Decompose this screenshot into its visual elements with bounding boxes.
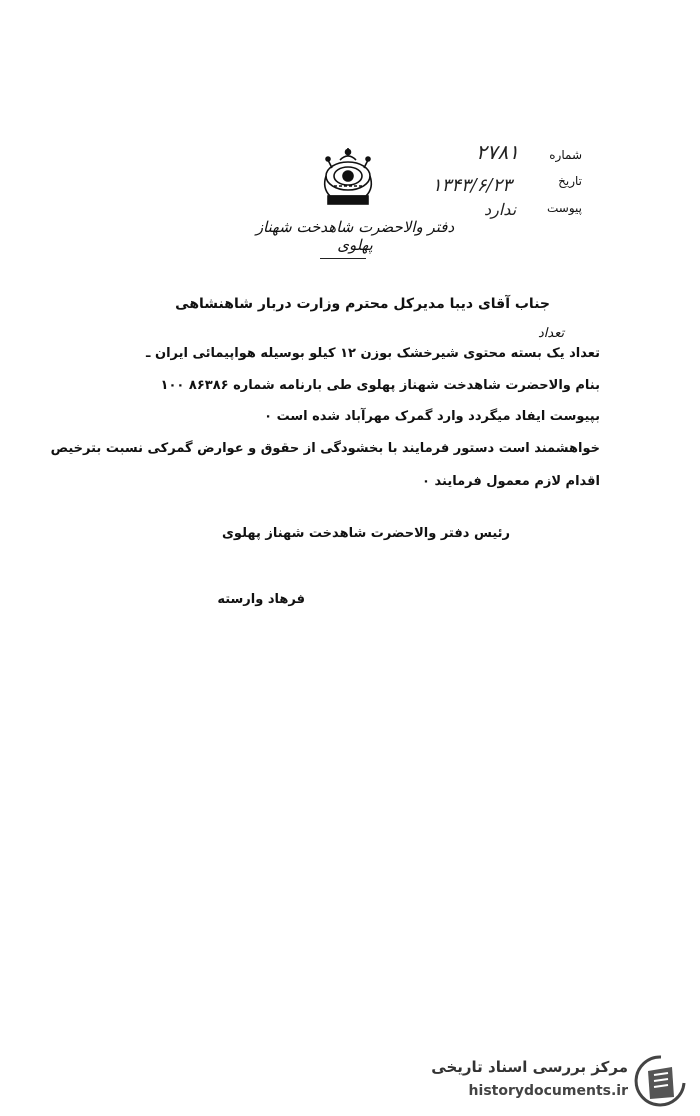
header-divider: [320, 258, 366, 259]
watermark-title: مرکز بررسی اسناد تاریخی: [431, 1058, 628, 1076]
crown-emblem-icon: [318, 146, 378, 208]
number-value: ۲۷۸۱: [476, 140, 519, 164]
date-value: ۱۳۴۳/۶/۲۳: [432, 175, 512, 196]
number-label: شماره: [549, 148, 582, 162]
attachment-value: ندارد: [484, 200, 517, 219]
signer-title: رئیس دفتر والاحضرت شاهدخت شهناز پهلوی: [222, 526, 510, 541]
watermark-url: historydocuments.ir: [468, 1083, 628, 1099]
body-line-1: تعداد یک بسته محتوی شیرخشک بوزن ۱۲ کیلو بوسیله هواپیمائی ایران ـ: [146, 346, 600, 361]
date-label: تاریخ: [558, 174, 582, 188]
watermark-logo-icon: [634, 1053, 688, 1109]
salutation: جناب آقای دیبا مدیرکل محترم وزارت دربار شاهنشاهی: [175, 296, 550, 312]
signer-name: فرهاد وارسته: [217, 592, 305, 607]
margin-note: تعداد: [538, 326, 565, 341]
body-line-2: بنام والاحضرت شاهدخت شهناز پهلوی طی بارنامه شماره ۸۶۳۸۶ ۱۰۰: [160, 378, 600, 393]
body-line-3: بپیوست ایفاد میگردد وارد گمرک مهرآباد شده است ۰: [264, 409, 600, 424]
body-line-5: اقدام لازم معمول فرمایند ۰: [422, 474, 600, 489]
body-line-4: خواهشمند است دستور فرمایند با بخشودگی از حقوق و عوارض گمرکی نسبت بترخیص: [50, 441, 600, 456]
office-name: دفتر والاحضرت شاهدخت شهناز پهلوی: [255, 218, 455, 254]
attachment-label: پیوست: [547, 201, 582, 215]
